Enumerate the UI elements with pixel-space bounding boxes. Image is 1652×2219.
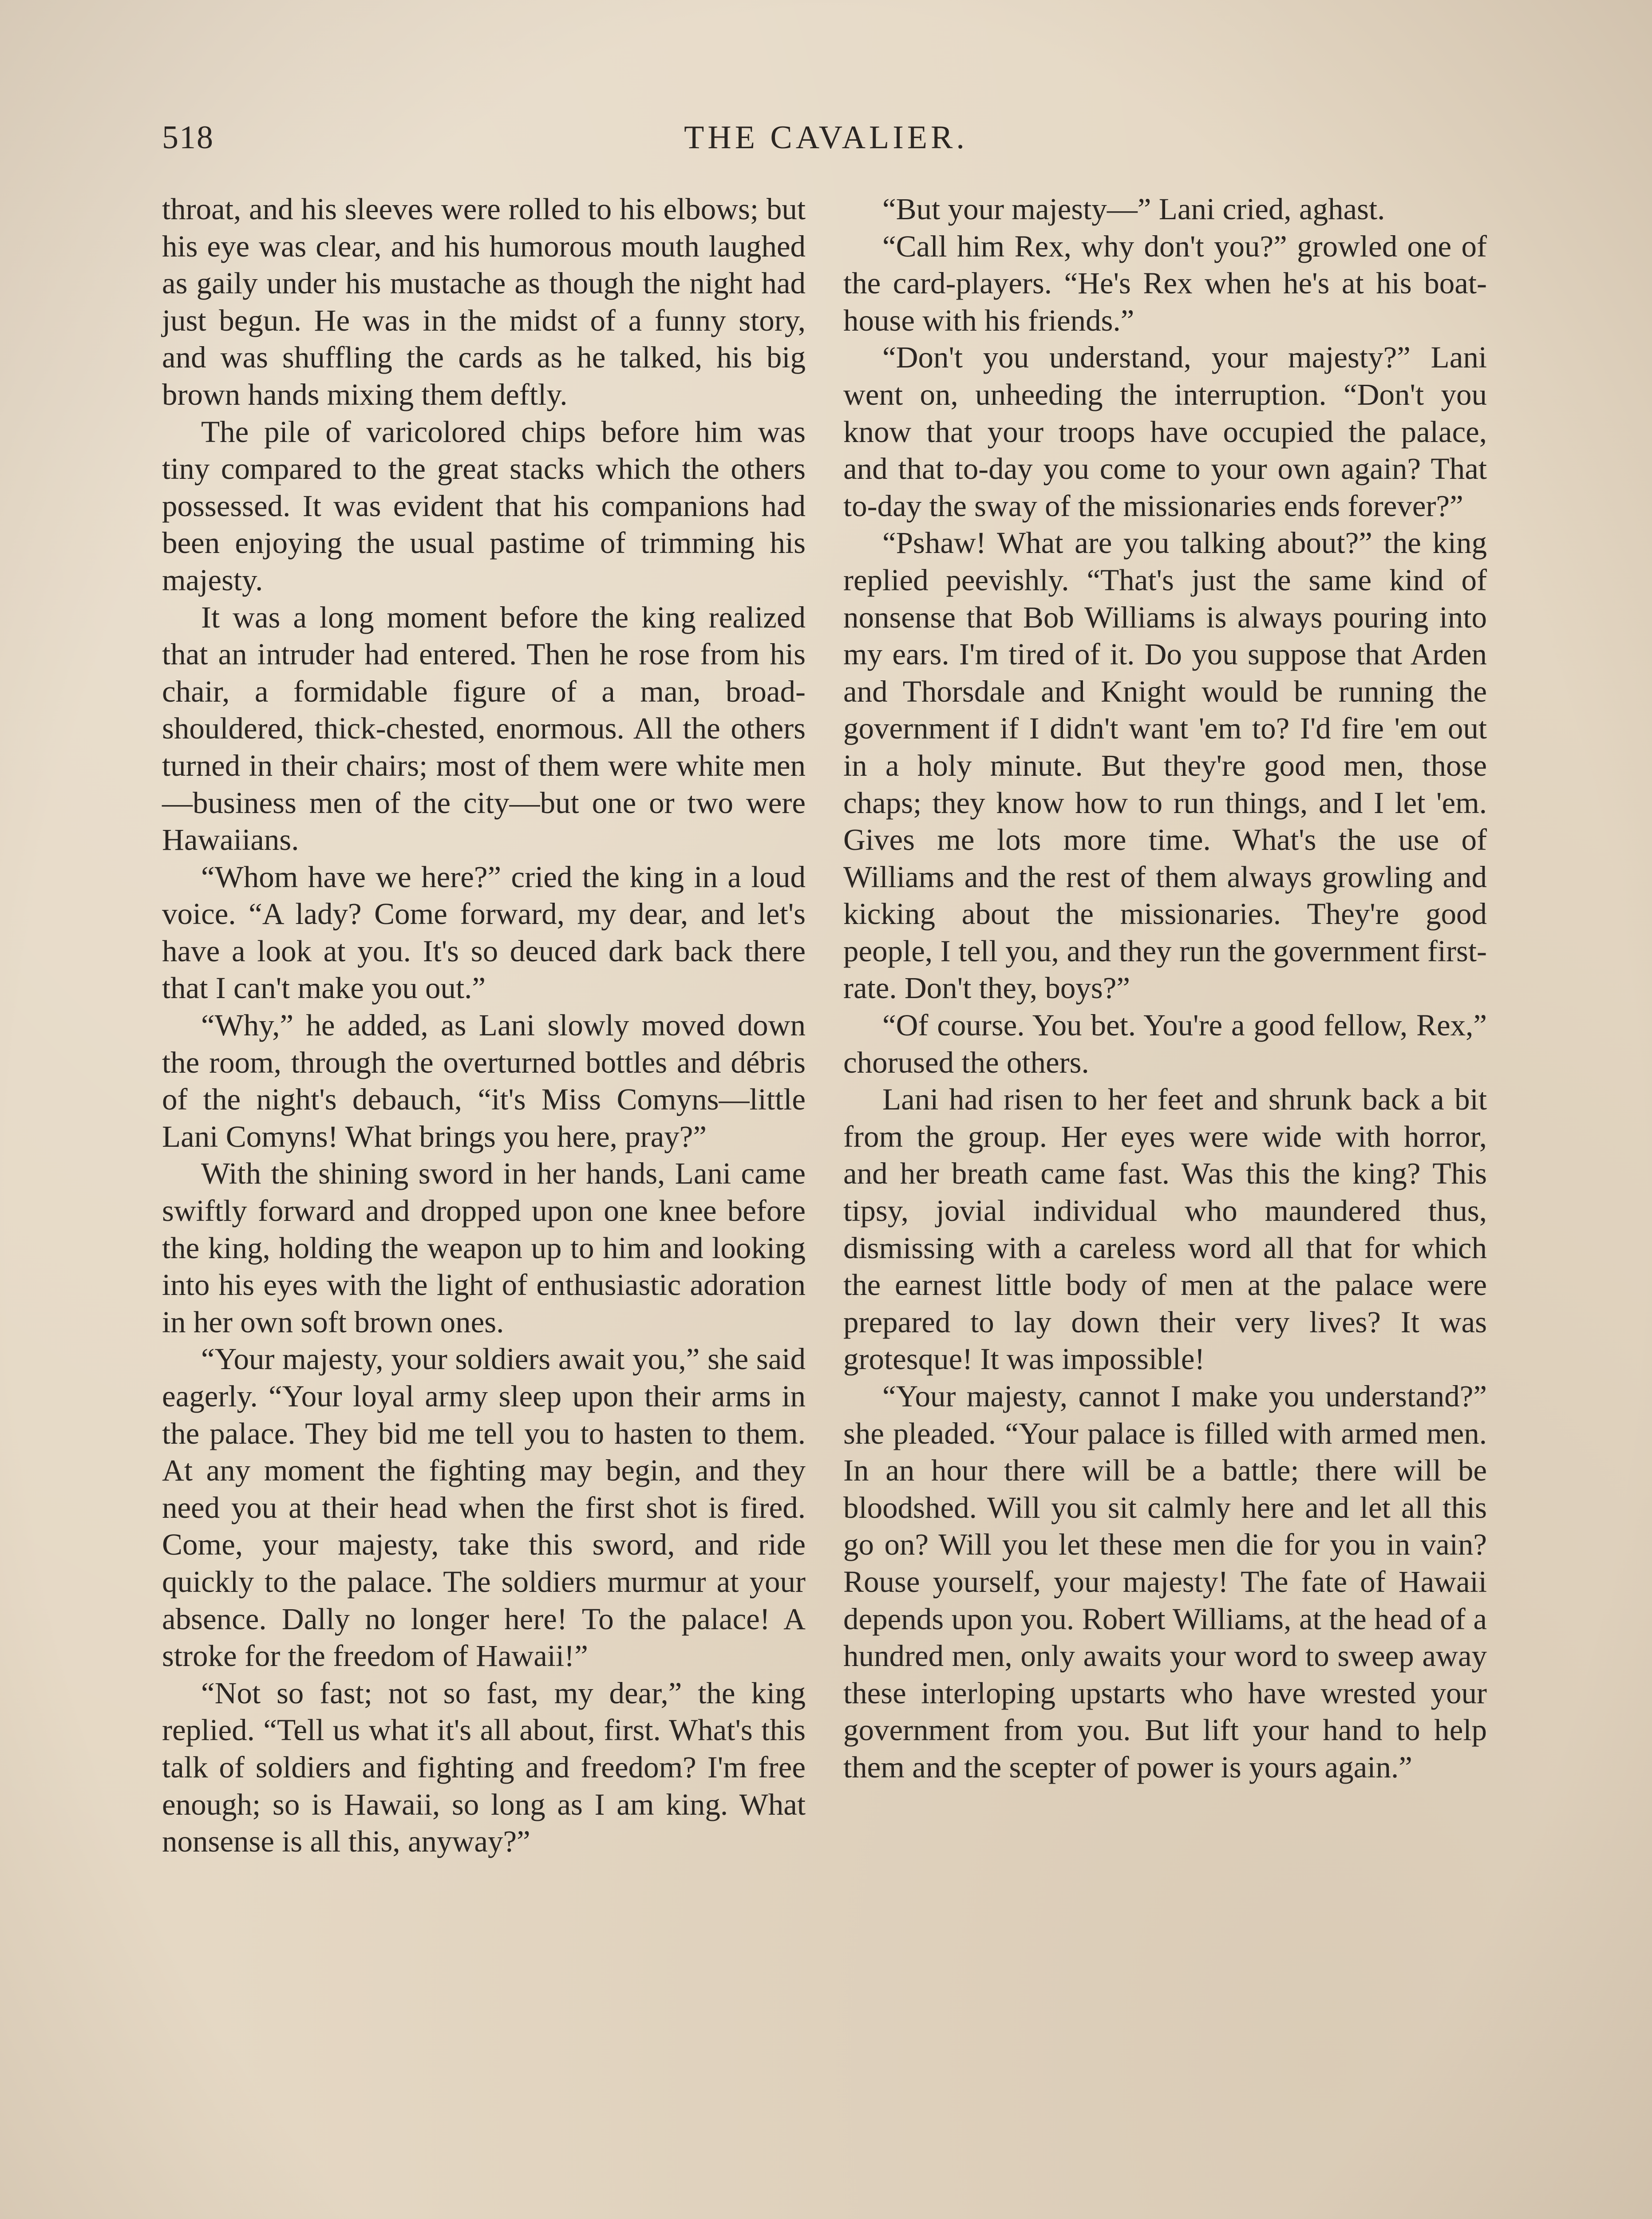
paragraph: The pile of varicolored chips before him was tiny compared to the great stacks which the others possessed. It was evident that his companions had been enjoying the usual pastime of trimming his majesty. <box>162 415 806 597</box>
left-column <box>162 191 806 1860</box>
paragraph: Lani had risen to her feet and shrunk back a bit from the group. Her eyes were wide with horror, and her breath came fast. Was this the king? This tipsy, jovial individual who maundered thus, dismissing with a careless word all that for which the earnest little body of men at the palace were prepared to lay down their very lives? It was grotesque! It was impossible! <box>843 1082 1487 1376</box>
paragraph: “Don't you understand, your majesty?” Lani went on, unheeding the interruption. “Don't you know that your troops have occupied the palace, and that to-day you come to your own again? That to-day the sway of the missionaries ends forever?” <box>843 340 1487 523</box>
paragraph: “Pshaw! What are you talking about?” the king replied peevishly. “That's just the same kind of nonsense that Bob Williams is always pouring into my ears. I'm tired of it. Do you suppose that Arden and Thorsdale and Knight would be running the government if I didn't want 'em to? I'd fire 'em out in a holy minute. But they're good men, those chaps; they know how to run things, and I let 'em. Gives me lots more time. What's the use of Williams and the rest of them always growling and kicking about the missionaries. They're good people, I tell you, and they run the government first-rate. Don't they, boys?” <box>843 526 1487 1005</box>
paragraph: It was a long moment before the king realized that an intruder had entered. Then he rose from his chair, a formidable figure of a man, broad-shouldered, thick-chested, enormous. All the others turned in their chairs; most of them were white men—business men of the city—but one or two were Hawaiians. <box>162 600 806 857</box>
paragraph: “Of course. You bet. You're a good fellow, Rex,” chorused the others. <box>843 1008 1487 1079</box>
paragraph: With the shining sword in her hands, Lani came swiftly forward and dropped upon one knee before the king, holding the weapon up to him and looking into his eyes with the light of enthusiastic adoration in her own soft brown ones. <box>162 1157 806 1339</box>
paragraph: “Whom have we here?” cried the king in a loud voice. “A lady? Come forward, my dear, and let's have a look at you. It's so deuced dark back there that I can't make you out.” <box>162 860 806 1005</box>
right-column <box>843 191 1487 1786</box>
paragraph: “Your majesty, your soldiers await you,” she said eagerly. “Your loyal army sleep upon their arms in the palace. They bid me tell you to hasten to them. At any moment the fighting may begin, and they need you at their head when the first shot is fired. Come, your majesty, take this sword, and ride quickly to the palace. The soldiers murmur at your absence. Dally no longer here! To the palace! A stroke for the freedom of Hawaii!” <box>162 1342 806 1673</box>
paragraph: “Not so fast; not so fast, my dear,” the king replied. “Tell us what it's all about, first. What's this talk of soldiers and fighting and freedom? I'm free enough; so is Hawaii, so long as I am king. What nonsense is all this, anyway?” <box>162 1676 806 1859</box>
paragraph: “But your majesty—” Lani cried, aghast. <box>882 192 1385 226</box>
paragraph: throat, and his sleeves were rolled to his elbows; but his eye was clear, and his humorous mouth laughed as gaily under his mustache as though the night had just begun. He was in the midst of a funny story, and was shuffling the cards as he talked, his big brown hands mixing them deftly. <box>162 192 806 411</box>
paragraph: “Why,” he added, as Lani slowly moved down the room, through the overturned bottles and débris of the night's debauch, “it's Miss Comyns—little Lani Comyns! What brings you here, pray?” <box>162 1008 806 1153</box>
running-head: THE CAVALIER. <box>684 119 968 156</box>
paragraph: “Call him Rex, why don't you?” growled one of the card-players. “He's Rex when he's at his boat-house with his friends.” <box>843 229 1487 337</box>
paragraph: “Your majesty, cannot I make you understand?” she pleaded. “Your palace is filled with armed men. In an hour there will be a battle; there will be bloodshed. Will you sit calmly here and let all this go on? Will you let these men die for you in vain? Rouse yourself, your majesty! The fate of Hawaii depends upon you. Robert Williams, at the head of a hundred men, only awaits your word to sweep away these interloping upstarts who have wrested your government from you. But lift your hand to help them and the scepter of power is yours again.” <box>843 1379 1487 1784</box>
page-number: 518 <box>162 119 214 156</box>
